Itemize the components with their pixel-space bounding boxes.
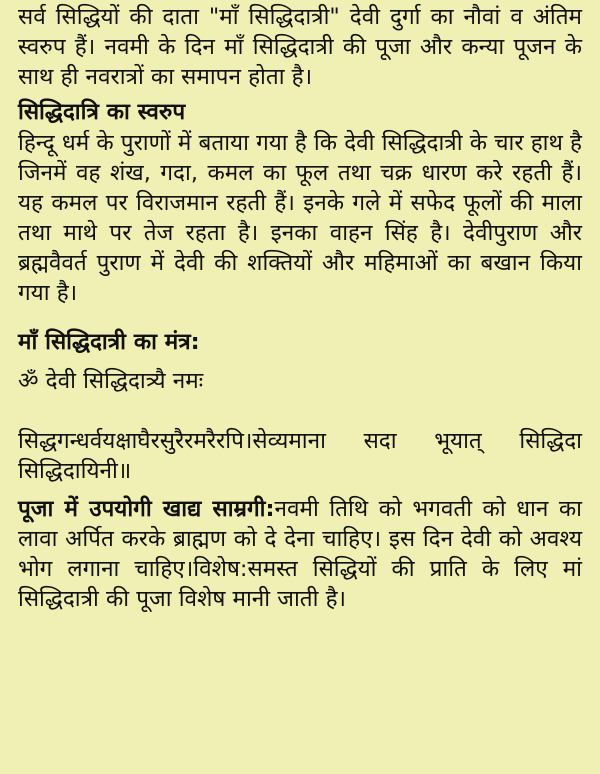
mantra-line-2: सिद्धगन्धर्वयक्षाघैरसुरैरमरैरपि।सेव्यमाना सदा भूयात् सिद्धिदा सिद्धिदायिनी॥ [18,428,582,484]
mantra-heading: माँ सिद्धिदात्री का मंत्र: [18,329,200,355]
pooja-label: पूजा में उपयोगी खाद्य साम्रगी: [18,496,275,522]
swaroop-paragraph: हिन्दू धर्म के पुराणों में बताया गया है कि देवी सिद्धिदात्री के चार हाथ है जिनमें वह शंख, गदा, कमल का फूल तथा चक्र धारण करे रहती हैं। यह कमल पर विराजमान रहती हैं। इनके गले में सफेद फूलों की माला तथा माथे पर तेज रहता है। इनका वाहन सिंह है। देवीपुराण और ब्रह्मवैवर्त पुराण में देवी की शक्तियों और महिमाओं का बखान किया गया है। [18,130,582,306]
swaroop-heading: सिद्धिदात्रि का स्वरुप [18,99,186,125]
intro-paragraph: सर्व सिद्धियों की दाता "माँ सिद्धिदात्री" देवी दुर्गा का नौवां व अंतिम स्वरुप हैं। नवमी के दिन माँ सिद्धिदात्री की पूजा और कन्या पूजन के साथ ही नवरात्रों का समापन होता है। [18,4,582,90]
pooja-text: नवमी तिथि को भगवती को धान का लावा अर्पित करके ब्राह्मण को दे देना चाहिए। इस दिन देवी को अवश्य भोग लगाना चाहिए।विशेष:समस्त सिद्धियों की प्राति के लिए मां सिद्धिदात्री की पूजा विशेष मानी जाती है। [18,496,582,612]
pooja-paragraph [18,494,582,614]
mantra-line-1: ॐ देवी सिद्धिदात्र्यै नमः [18,368,204,394]
